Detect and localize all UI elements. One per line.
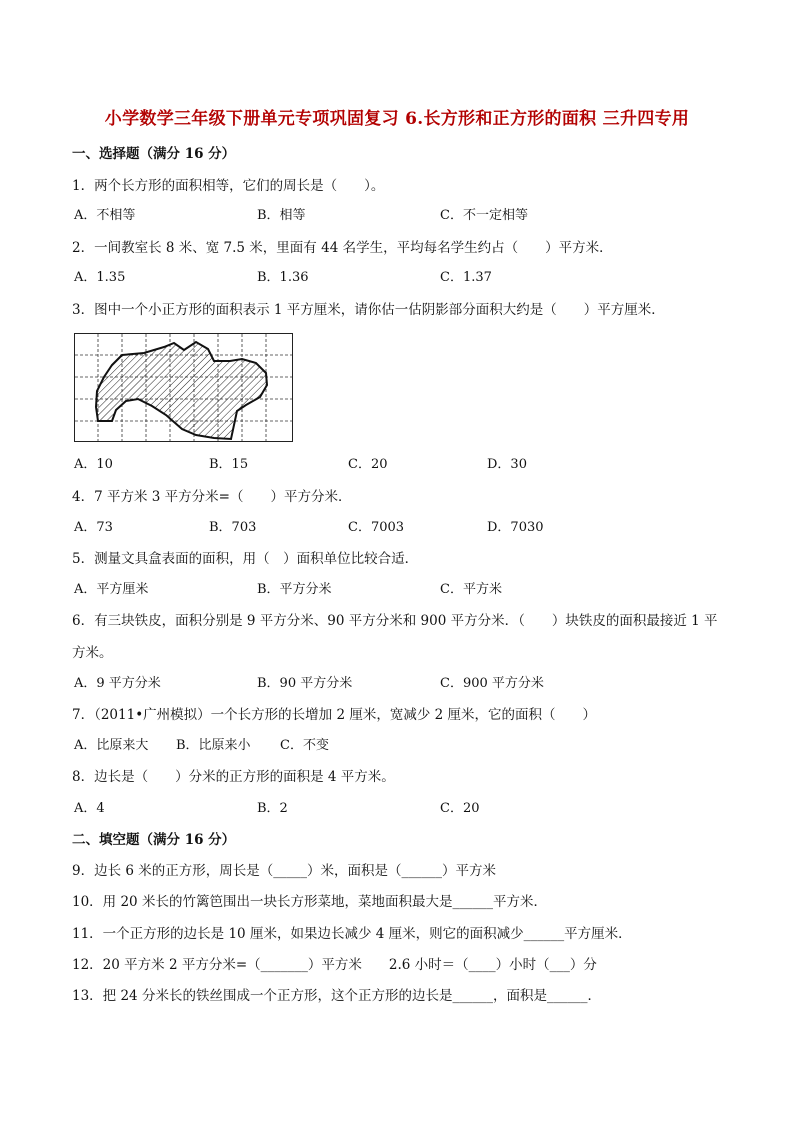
q3-option-a: A．10 bbox=[74, 457, 113, 472]
q4-option-b: B．703 bbox=[209, 520, 257, 535]
q7-option-a: A．比原来大 bbox=[74, 738, 149, 753]
q8-option-c: C．20 bbox=[440, 801, 480, 816]
q5-option-a: A．平方厘米 bbox=[74, 582, 149, 597]
q1-option-a: A．不相等 bbox=[74, 208, 136, 223]
q6-option-c: C．900 平方分米 bbox=[440, 676, 544, 691]
q5-option-c: C．平方米 bbox=[440, 582, 502, 597]
q3-option-c: C．20 bbox=[348, 457, 388, 472]
question-8: 8．边长是（ ）分米的正方形的面积是 4 平方米。 bbox=[72, 769, 395, 785]
q3-option-b: B．15 bbox=[209, 457, 249, 472]
question-13: 13．把 24 分米长的铁丝围成一个正方形，这个正方形的边长是______，面积是______． bbox=[72, 988, 601, 1004]
q8-option-b: B．2 bbox=[257, 801, 288, 816]
question-9: 9．边长 6 米的正方形，周长是（_____）米，面积是（______）平方米 bbox=[72, 863, 497, 879]
question-2: 2．一间教室长 8 米、宽 7.5 米，里面有 44 名学生，平均每名学生约占（ ）平方米． bbox=[72, 240, 613, 256]
q1-option-c: C．不一定相等 bbox=[440, 208, 528, 223]
question-3: 3．图中一个小正方形的面积表示 1 平方厘米，请你估一估阴影部分面积大约是（ ）平方厘米． bbox=[72, 302, 665, 318]
section-heading-choice: 一、选择题（满分 16 分） bbox=[72, 146, 236, 162]
q8-option-a: A．4 bbox=[74, 801, 105, 816]
q4-option-d: D．7030 bbox=[487, 520, 544, 535]
question-12: 12．20 平方米 2 平方分米=（_______）平方米 2.6 小时＝（____）小时（___）分 bbox=[72, 957, 597, 973]
page-title: 小学数学三年级下册单元专项巩固复习 6.长方形和正方形的面积 三升四专用 bbox=[104, 109, 690, 129]
q2-option-a: A．1.35 bbox=[74, 270, 126, 285]
q7-option-c: C．不变 bbox=[280, 738, 329, 753]
question-7: 7．（2011•广州模拟）一个长方形的长增加 2 厘米，宽减少 2 厘米，它的面积（ ） bbox=[72, 707, 597, 723]
question-5: 5．测量文具盒表面的面积，用（ ）面积单位比较合适． bbox=[72, 551, 419, 567]
q4-option-a: A．73 bbox=[74, 520, 113, 535]
q3-option-d: D．30 bbox=[487, 457, 527, 472]
question-10: 10．用 20 米长的竹篱笆围出一块长方形菜地，菜地面积最大是______平方米． bbox=[72, 894, 547, 910]
question-11: 11．一个正方形的边长是 10 厘米，如果边长减少 4 厘米，则它的面积减少______平方厘米． bbox=[72, 926, 632, 942]
q7-option-b: B．比原来小 bbox=[176, 738, 251, 753]
q2-option-c: C．1.37 bbox=[440, 270, 492, 285]
section-heading-fill: 二、填空题（满分 16 分） bbox=[72, 832, 236, 848]
question-4: 4．7 平方米 3 平方分米=（ ）平方分米． bbox=[72, 489, 352, 505]
q6-option-a: A．9 平方分米 bbox=[74, 676, 161, 691]
q6-option-b: B．90 平方分米 bbox=[257, 676, 353, 691]
question-6: 6．有三块铁皮，面积分别是 9 平方分米、90 平方分米和 900 平方分米．（ ）块铁皮的面积最接近 1 平 bbox=[72, 613, 718, 629]
q5-option-b: B．平方分米 bbox=[257, 582, 332, 597]
question-1: 1．两个长方形的面积相等，它们的周长是（ ）。 bbox=[72, 178, 385, 194]
question-6-continued: 方米。 bbox=[72, 645, 113, 661]
q4-option-c: C．7003 bbox=[348, 520, 405, 535]
grid-shaded-figure bbox=[74, 333, 294, 443]
q1-option-b: B．相等 bbox=[257, 208, 306, 223]
q2-option-b: B．1.36 bbox=[257, 270, 309, 285]
